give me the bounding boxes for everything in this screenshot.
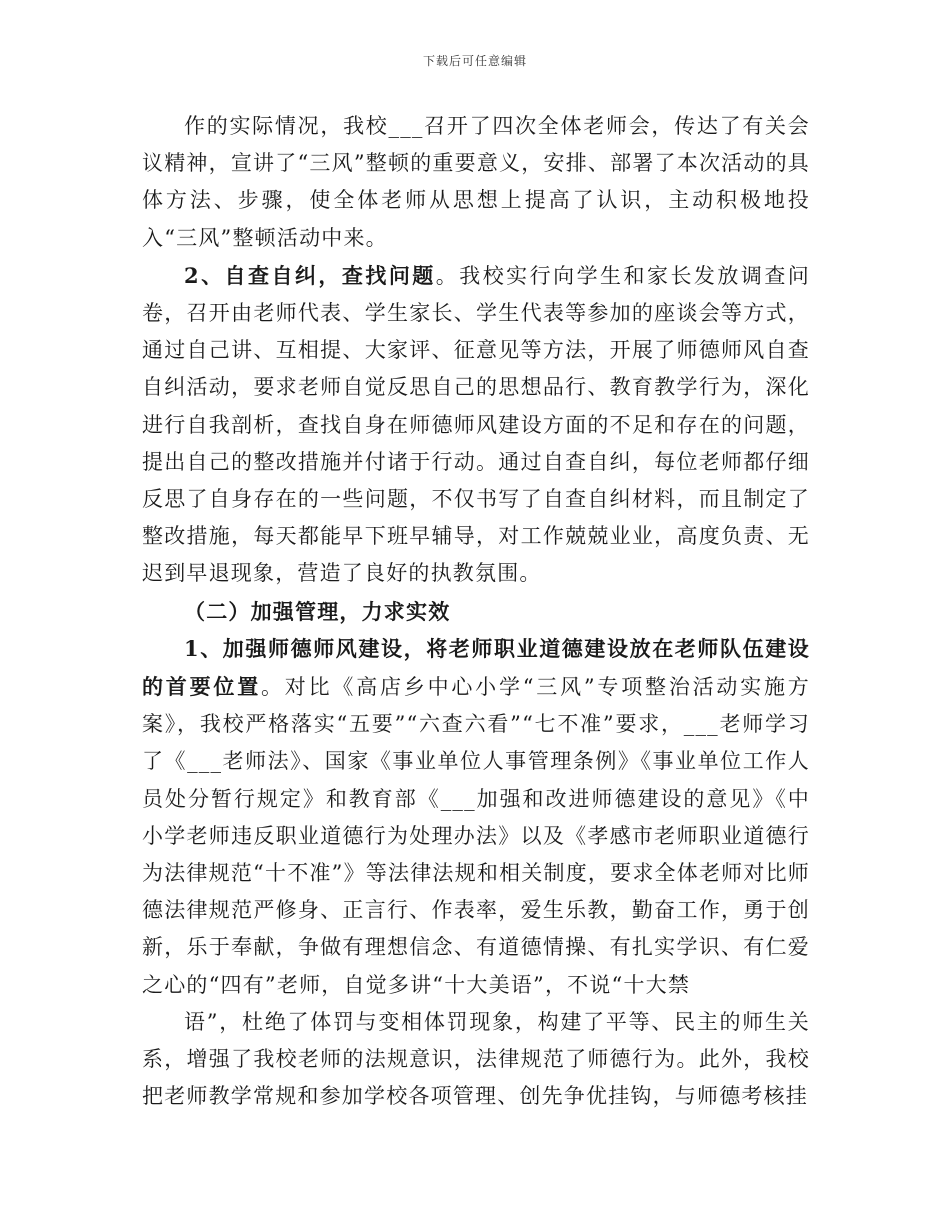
paragraph-3-body: 。对比《高店乡中心小学“三风”专项整治活动实施方案》，我校严格落实“五要”“六查六看”“七不准”要求，___老师学习了《___老师法》、国家《事业单位人事管理条例》《事业单位工作人员处分暂行规定》和教育部《___加强和改进师德建设的意见》《中小学老师违反职业道德行为处理办法》以及《孝感市老师职业道德行为法律规范“十不准”》等法律法规和相关制度，要求全体老师对比师德法律规范严修身、正言行、作表率，爱生乐教，勤奋工作，勇于创新，乐于奉献，争做有理想信念、有道德情操、有扎实学识、有仁爱之心的“四有”老师，自觉多讲“十大美语”，不说“十大禁 <box>142 675 811 997</box>
paragraph-2-lead: 2、自查自纠，查找问题 <box>184 262 436 288</box>
page-header-note: 下载后可任意编辑 <box>422 54 527 68</box>
section-heading-2: （二）加强管理，力求实效 <box>184 598 451 624</box>
paragraph-3 <box>142 630 810 1004</box>
document-body <box>142 108 810 1115</box>
paragraph-1: 作的实际情况，我校___召开了四次全体老师会，传达了有关会议精神，宣讲了“三风”整顿的重要意义，安排、部署了本次活动的具体方法、步骤，使全体老师从思想上提高了认识，主动积极地投入“三风”整顿活动中来。 <box>142 114 810 250</box>
paragraph-3-lead: 1、加强师德师风建设，将老师职业道德建设放在老师队伍建设的首要位置 <box>142 635 810 700</box>
paragraph-2-body: 。我校实行向学生和家长发放调查问卷，召开由老师代表、学生家长、学生代表等参加的座谈会等方式，通过自己讲、互相提、大家评、征意见等方法，开展了师德师风自查自纠活动，要求老师自觉反思自己的思想品行、教育教学行为，深化进行自我剖析，查找自身在师德师风建设方面的不足和存在的问题，提出自己的整改措施并付诸于行动。通过自查自纠，每位老师都仔细反思了自身存在的一些问题，不仅书写了自查自纠材料，而且制定了整改措施，每天都能早下班早辅导，对工作兢兢业业，高度负责、无迟到早退现象，营造了良好的执教氛围。 <box>142 263 811 586</box>
paragraph-4: 语”，杜绝了体罚与变相体罚现象，构建了平等、民主的师生关系，增强了我校老师的法规意识，法律规范了师德行为。此外，我校把老师教学常规和参加学校各项管理、创先争优挂钩，与师德考核挂 <box>142 1009 810 1109</box>
paragraph-2 <box>142 257 810 593</box>
